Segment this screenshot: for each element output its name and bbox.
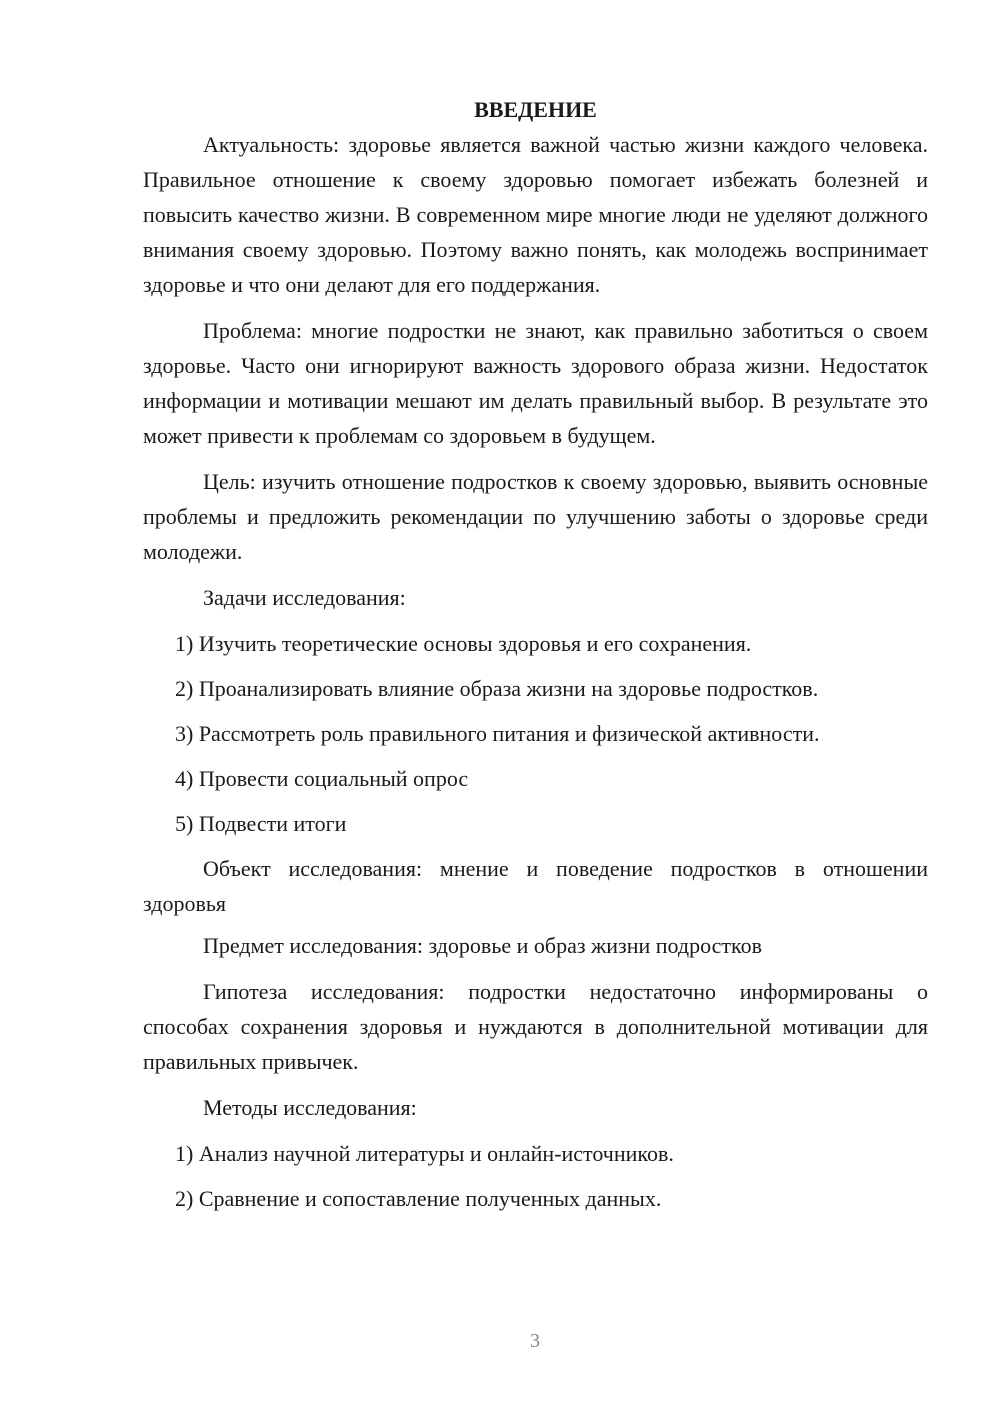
- tasks-heading: Задачи исследования:: [203, 585, 406, 610]
- methods-heading: Методы исследования:: [203, 1095, 417, 1120]
- page-title: ВВЕДЕНИЕ: [474, 97, 597, 122]
- problem-paragraph: Проблема: многие подростки не знают, как правильно заботиться о своем здоровье. Часто они игнорируют важность здорового образа жизни. Недостаток информации и мотивации мешают им делать правильный выбор. В результате это может привести к проблемам со здоровьем в будущем.: [143, 318, 928, 448]
- task-item: 4) Провести социальный опрос: [175, 766, 469, 791]
- object-paragraph: Объект исследования: мнение и поведение подростков в отношении здоровья: [143, 856, 928, 916]
- hypothesis-paragraph: Гипотеза исследования: подростки недостаточно информированы о способах сохранения здоровья и нуждаются в дополнительной мотивации для правильных привычек.: [143, 979, 928, 1074]
- task-item: 1) Изучить теоретические основы здоровья и его сохранения.: [175, 631, 752, 656]
- relevance-paragraph: Актуальность: здоровье является важной частью жизни каждого человека. Правильное отношение к своему здоровью помогает избежать болезней и повысить качество жизни. В современном мире многие люди не уделяют должного внимания своему здоровью. Поэтому важно понять, как молодежь воспринимает здоровье и что они делают для его поддержания.: [143, 132, 928, 297]
- goal-paragraph: Цель: изучить отношение подростков к своему здоровью, выявить основные проблемы и предложить рекомендации по улучшению заботы о здоровье среди молодежи.: [143, 469, 928, 564]
- method-item: 2) Сравнение и сопоставление полученных данных.: [175, 1186, 662, 1211]
- subject-paragraph: Предмет исследования: здоровье и образ жизни подростков: [203, 933, 762, 958]
- task-item: 2) Проанализировать влияние образа жизни на здоровье подростков.: [175, 676, 819, 701]
- page-number: 3: [530, 1330, 540, 1352]
- task-item: 5) Подвести итоги: [175, 811, 347, 836]
- document-page: [143, 92, 928, 1226]
- task-item: 3) Рассмотреть роль правильного питания и физической активности.: [175, 721, 820, 746]
- method-item: 1) Анализ научной литературы и онлайн-источников.: [175, 1141, 674, 1166]
